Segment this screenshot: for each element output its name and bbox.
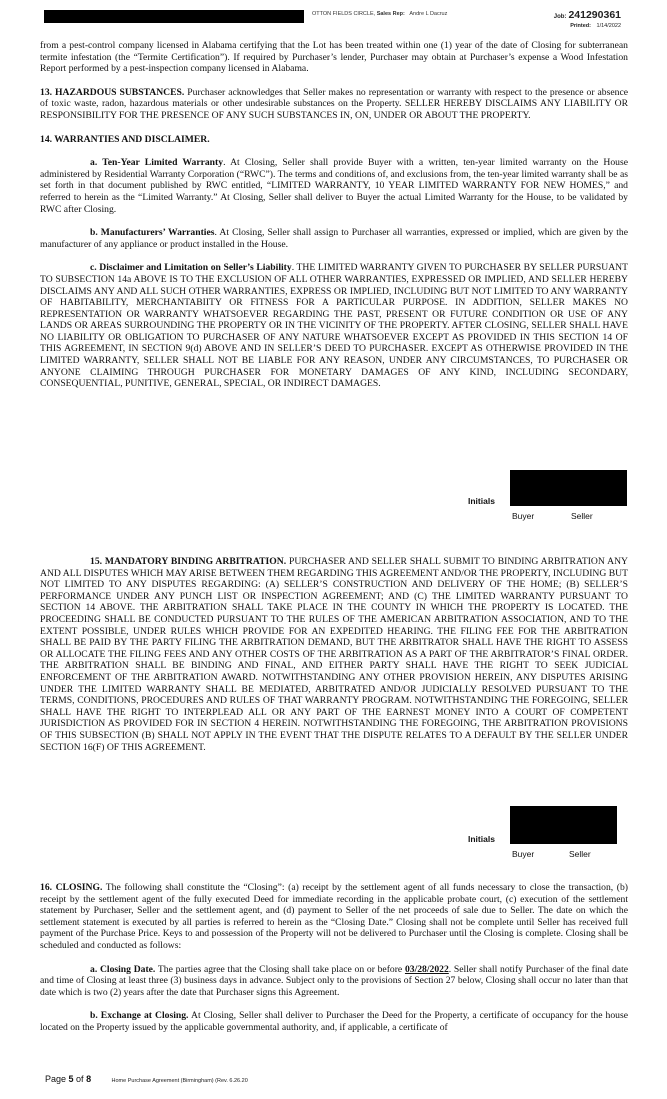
section-14c-body: . THE LIMITED WARRANTY GIVEN TO PURCHASER BY SELLER PURSUANT TO SUBSECTION 14a ABOVE IS TO THE EXCLUSION OF ALL OTHER WARRANTIES, EXPRESSED OR IMPLIED, AND SELLER HEREBY DISCLAIMS ANY AND ALL SUCH OTHER WARRANTIES, EXPRESS OR IMPLIED, INCLUDING BUT NOT LIMITED TO ANY WARRANTY OF HABITABILITY, MERCHANTABIITY OR FITNESS FOR A PARTICULAR PURPOSE. IN ADDITION, SELLER MAKES NO REPRESENTATION OR WARRANTY WHATSOEVER REGARDING THE PAST, PRESENT OR FUTURE CONDITION OR USE OF ANY LANDS OR AREAS SURROUNDING THE PROPERTY OR IN THE VICINITY OF THE PROPERTY. AFTER CLOSING, SELLER SHALL HAVE NO LIABILITY OR OBLIGATION TO PURCHASER OF ANY NATURE WHATSOEVER EXCEPT AS PROVIDED IN THIS SECTION 14 OF THIS AGREEMENT, IN SECTION 9(d) ABOVE AND IN SELLER’S DEED TO PURCHASER. EXCEPT AS OTHERWISE PROVIDED IN THE LIMITED WARRANTY, SELLER SHALL NOT BE LIABLE FOR ANY REASON, UNDER ANY CIRCUMSTANCES, TO PURCHASER OR ANYONE CLAIMING THROUGH PURCHASER FOR MONETARY DAMAGES OF ANY KIND, INCLUDING SECONDARY, CONSEQUENTIAL, PUNITIVE, GENERAL, SPECIAL, OR INDIRECT DAMAGES. (40, 262, 628, 390)
section-15 (40, 556, 628, 753)
page-of: of (73, 1074, 87, 1084)
section-16-body: The following shall constitute the “Closing”: (a) receipt by the settlement agent of all funds necessary to close the transaction, (b) receipt by the settlement agent of the fully executed Deed for immediate recording in the applicable probate court, (c) execution of the settlement statement by Purchaser, Seller and the settlement agent, and (d) payment to Seller of the net proceeds of sale due to Seller. The date on which the settlement statement is executed by all parties is referred to herein as the “Closing Date.” Closing shall not be complete until Seller has received full payment of the Purchase Price. Keys to and possession of the Property will not be delivered to Purchaser until the Closing is complete. Closing shall be scheduled and conducted as follows: (40, 882, 628, 951)
page-indicator (45, 1074, 91, 1084)
initials-label: Initials (468, 834, 495, 844)
section-15-body: PURCHASER AND SELLER SHALL SUBMIT TO BINDING ARBITRATION ANY AND ALL DISPUTES WHICH MAY ARISE BETWEEN THEM REGARDING THIS AGREEMENT AND/OR THE PROPERTY, INCLUDING BUT NOT LIMITED TO ANY DISPUTES REGARDING: (A) SELLER’S CONSTRUCTION AND DELIVERY OF THE HOME; (B) SELLER’S PERFORMANCE UNDER ANY PUNCH LIST OR INSPECTION AGREEMENT; AND (C) THE LIMITED WARRANTY PURSUANT TO SECTION 14 ABOVE. THE ARBITRATION SHALL TAKE PLACE IN THE COUNTY IN WHICH THE PROPERTY IS LOCATED. THE PROCEEDING SHALL BE CONDUCTED PURSUANT TO THE RULES OF THE AMERICAN ARBITRATION ASSOCIATION, AND TO THE EXTENT POSSIBLE, UNDER RULES WHICH PROVIDE FOR AN EXPEDITED HEARING. THE FILING FEE FOR THE ARBITRATION SHALL BE PAID BY THE PARTY FILING THE ARBITRATION DEMAND, BUT THE ARBITRATOR SHALL HAVE THE RIGHT TO ASSESS OR ALLOCATE THE FILING FEES AND ANY OTHER COSTS OF THE ARBITRATION AS A PART OF THE ARBITRATOR’S FINAL ORDER. THE ARBITRATION SHALL BE BINDING AND FINAL, AND EITHER PARTY SHALL HAVE THE RIGHT TO SEEK JUDICIAL ENFORCEMENT OF THE ARBITRATION AWARD. NOTWITHSTANDING ANY OTHER PROVISION HEREIN, ANY DISPUTES ARISING UNDER THE LIMITED WARRANTY SHALL BE MEDIATED, ARBITRATED AND/OR JUDICIALLY RESOLVED PURSUANT TO THE TERMS, CONDITIONS, PROCEDURES AND RULES OF THAT WARRANTY PROGRAM. NOTWITHSTANDING THE FOREGOING, SELLER SHALL HAVE THE RIGHT TO INTERPLEAD ALL OR ANY PART OF THE EARNEST MONEY INTO A COURT OF COMPETENT JURISDICTION AS PROVIDED FOR IN SECTION 4 HEREIN. NOTWITHSTANDING THE FOREGOING, THE ARBITRATION PROVISIONS OF THIS SUBSECTION (B) SHALL NOT APPLY IN THE EVENT THAT THE DISPUTE RELATES TO A DEFAULT BY THE SELLER UNDER SECTION 16(F) OF THIS AGREEMENT. (40, 556, 628, 753)
document-name: Home Purchase Agreement (Birmingham) (Rev. 6.26.20 (111, 1078, 248, 1084)
section-13 (40, 87, 628, 122)
termite-paragraph: from a pest-control company licensed in Alabama certifying that the Lot has been treated within one (1) year of the date of Closing for subterranean termite infestation (the “Termite Certification”). If required by Purchaser’s lender, Purchaser may obtain at Purchaser’s expense a Wood Infestation Report performed by a pest-inspection company licensed in Alabama. (40, 40, 628, 75)
buyer-label: Buyer (512, 511, 535, 521)
section-16b-title: b. Exchange at Closing. (90, 1010, 189, 1022)
section-14c (40, 262, 628, 390)
header-address: OTTON FIELDS CIRCLE, (312, 11, 376, 17)
sales-rep-label: Sales Rep: (376, 11, 405, 17)
initials-label: Initials (468, 496, 495, 506)
section-14a (40, 157, 628, 215)
content-block-top (40, 40, 628, 390)
section-14a-body: . At Closing, Seller shall provide Buyer with a written, ten-year limited warranty on the House administered by Residential Warranty Corporation (“RWC”). The terms and conditions of, and exclusions from, the ten-year limited warranty shall be as set forth in that document published by RWC entitled, “LIMITED WARRANTY, 10 YEAR LIMITED WARRANTY FOR NEW HOMES,” and referred to herein as the “Limited Warranty.” At Closing, Seller shall deliver to Buyer the actual Limited Warranty for the House, to be validated by RWC after Closing. (40, 157, 628, 215)
section-13-title: 13. HAZARDOUS SUBSTANCES. (40, 86, 185, 98)
redacted-initials (510, 470, 627, 506)
section-14-title (40, 134, 628, 146)
section-16b (40, 1010, 628, 1033)
section-16b-body: At Closing, Seller shall deliver to Purchaser the Deed for the Property, a certificate of occupancy for the house located on the Property issued by the applicable governmental authority, and, if applicable, a certificate of (40, 1010, 628, 1033)
closing-date-value: 03/28/2022 (404, 963, 449, 975)
page-total: 8 (86, 1074, 92, 1084)
section-16a (40, 964, 628, 999)
seller-label: Seller (571, 511, 593, 521)
printed-label: Printed: (570, 22, 591, 29)
sales-rep-name: Andre L Dacruz (409, 11, 448, 17)
section-16a-post: . Seller shall notify Purchaser of the final date and time of Closing at least three (3) business days in advance. Subject only to the provisions of Section 27 below, Closing shall occur no later than that date which is two (2) years after the date that Purchaser signs this Agreement. (40, 963, 629, 998)
seller-label: Seller (569, 849, 591, 859)
redacted-initials (510, 806, 617, 844)
section-14-heading: 14. WARRANTIES AND DISCLAIMER. (40, 133, 210, 145)
section-14a-title: a. Ten-Year Limited Warranty (90, 157, 224, 169)
content-block-arbitration (40, 556, 628, 753)
page-number: 5 (68, 1074, 74, 1084)
section-15-title: 15. MANDATORY BINDING ARBITRATION. (90, 556, 287, 567)
job-label: Job: (553, 14, 567, 20)
section-16a-title: a. Closing Date. (90, 963, 156, 975)
printed-date: 1/14/2022 (596, 22, 621, 29)
content-block-closing (40, 882, 628, 1034)
page-prefix: Page (45, 1074, 69, 1084)
page-footer (45, 1069, 248, 1087)
section-16a-pre: The parties agree that the Closing shall take place on or before (155, 963, 405, 975)
buyer-label: Buyer (512, 849, 535, 859)
header-address-line (312, 11, 447, 17)
redacted-header-block (44, 10, 304, 23)
section-16-title: 16. CLOSING. (40, 882, 103, 893)
job-number: 241290361 (568, 9, 621, 21)
job-block (554, 10, 621, 29)
section-14c-title: c. Disclaimer and Limitation on Seller’s Liability (90, 262, 292, 274)
section-14b (40, 227, 628, 250)
page-header (0, 0, 667, 30)
section-14b-body: . At Closing, Seller shall assign to Purchaser all warranties, expressed or implied, which are given by the manufacturer of any appliance or product installed in the House. (40, 227, 628, 250)
section-13-body: Purchaser acknowledges that Seller makes no representation or warranty with respect to the presence or absence of toxic waste, radon, hazardous materials or other undesirable substances on the Property. SELLER HEREBY DISCLAIMS ANY LIABILITY OR RESPONSIBILITY FOR THE PRESENCE OF ANY SUCH SUBSTANCES IN, ON, UNDER OR ABOUT THE PROPERTY. (40, 86, 628, 121)
section-14b-title: b. Manufacturers’ Warranties (90, 227, 215, 239)
section-16 (40, 882, 628, 952)
